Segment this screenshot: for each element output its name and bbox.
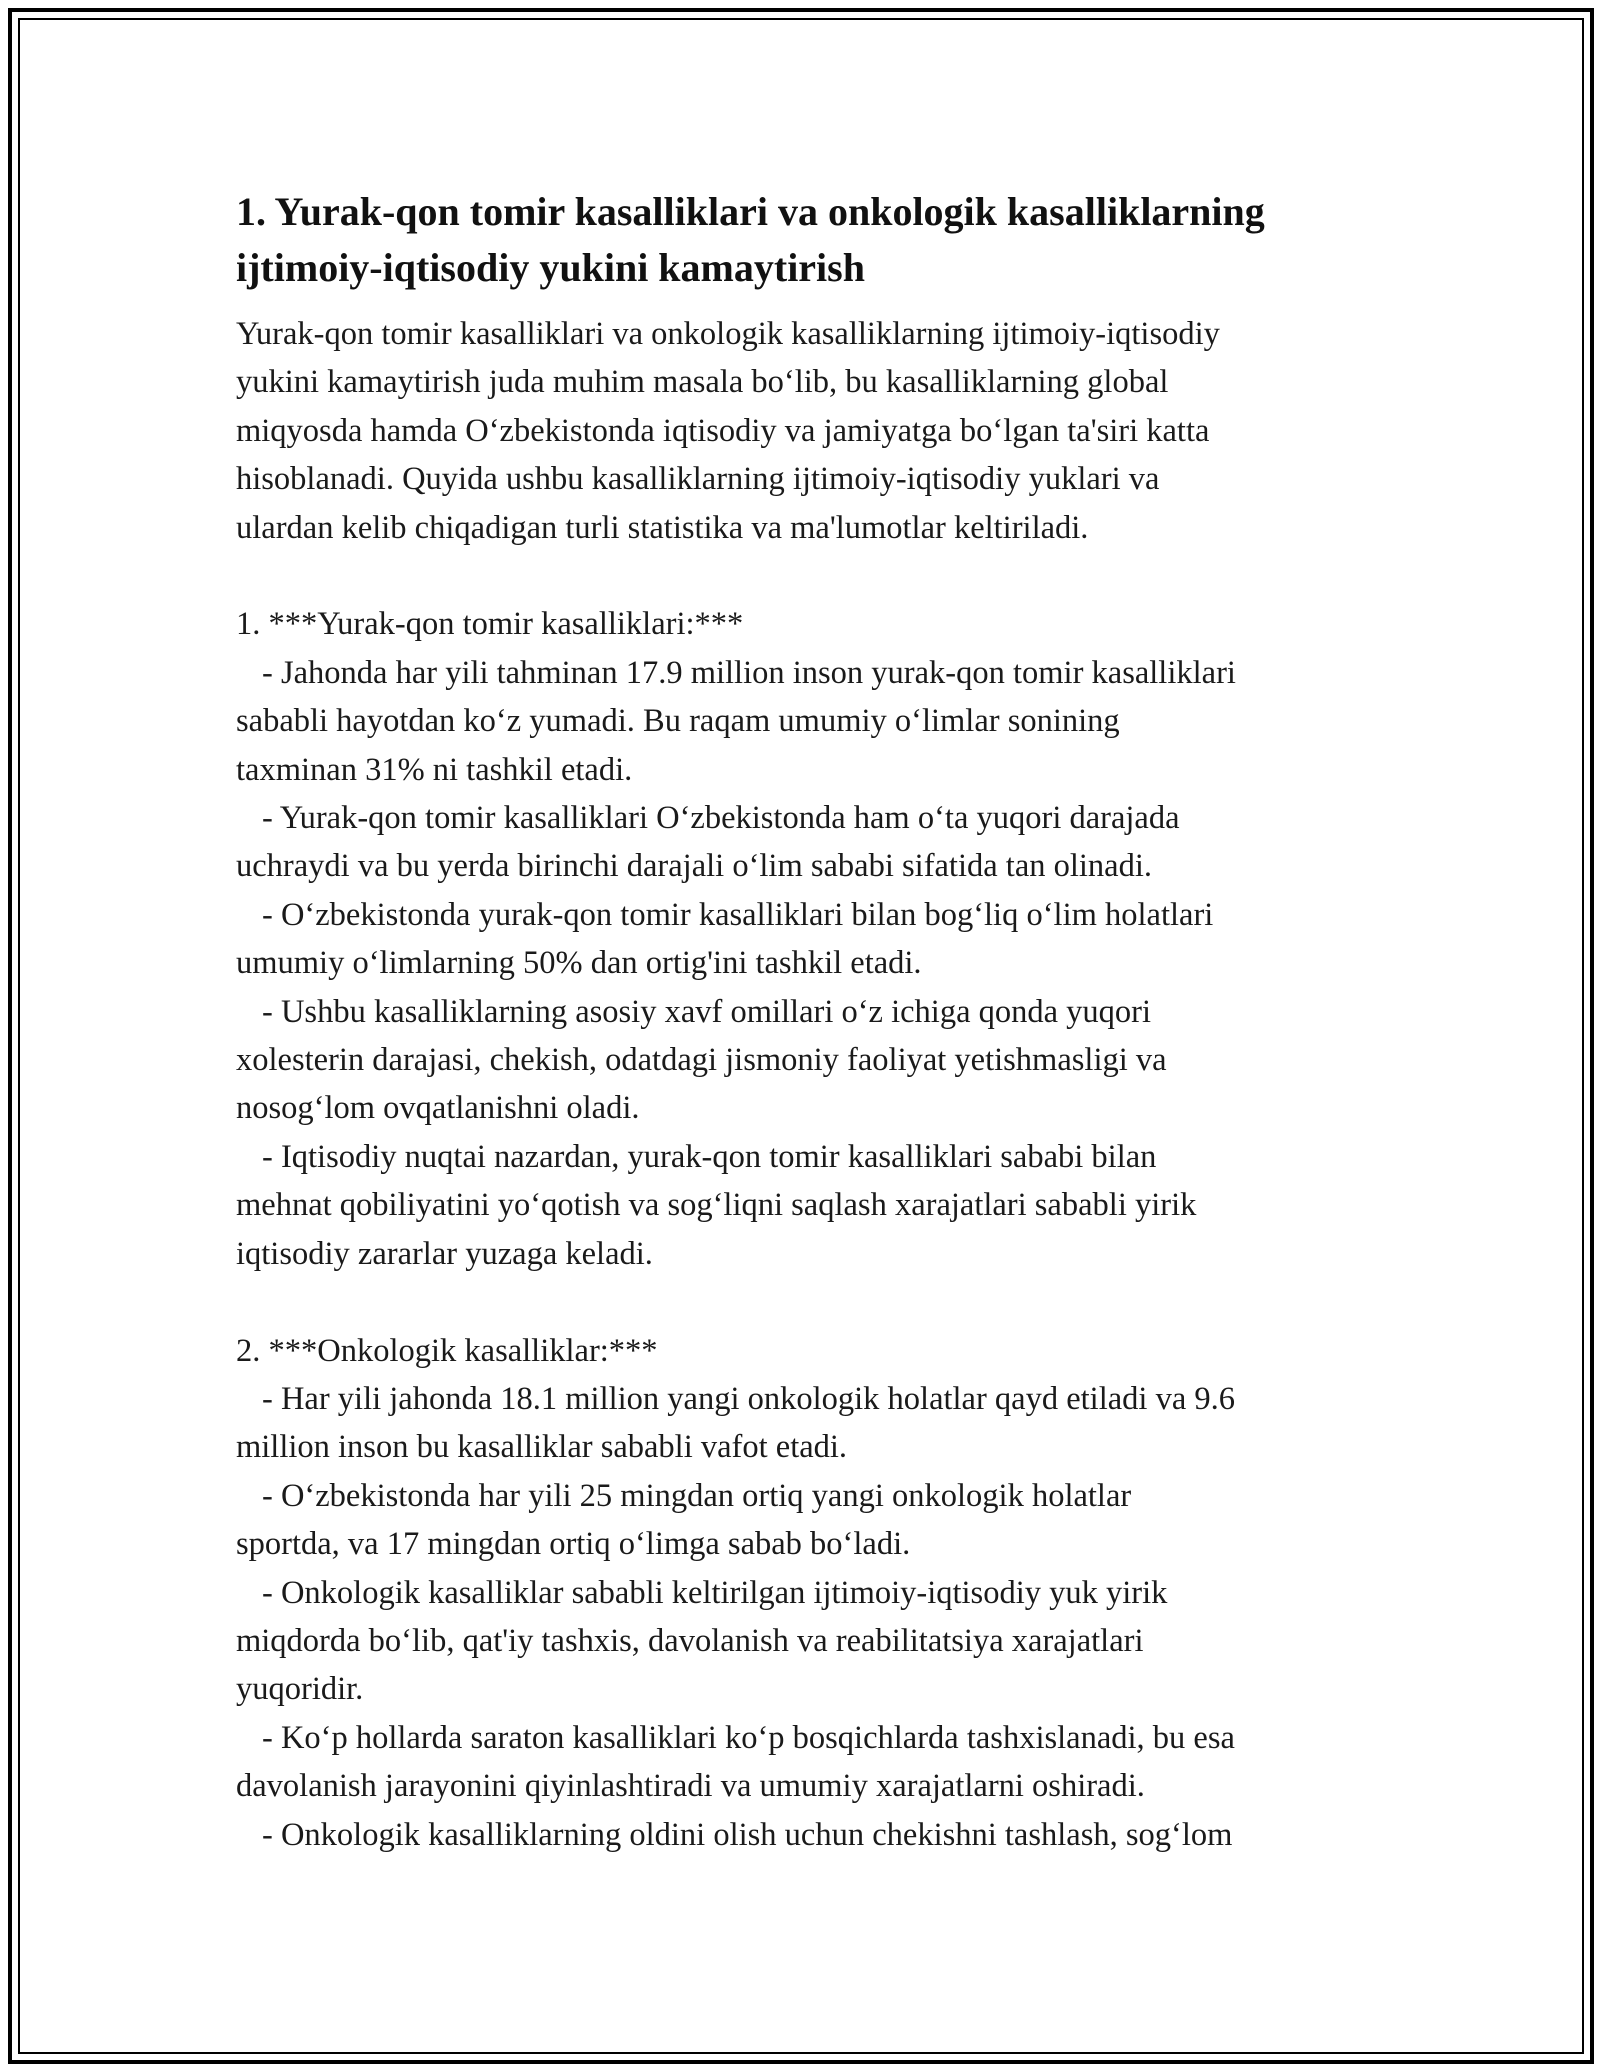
list-item: - O‘zbekistonda yurak-qon tomir kasalliklari bilan bog‘liq o‘lim holatlari umumiy o‘limlarning 50% dan ortig'ini tashkil etadi. <box>236 896 1214 982</box>
list-item: - Iqtisodiy nuqtai nazardan, yurak-qon tomir kasalliklari sababi bilan mehnat qobiliyatini yo‘qotish va sog‘liqni saqlash xarajatlari sababli yirik iqtisodiy zararlar yuzaga keladi. <box>236 1138 1197 1272</box>
section-cardiovascular <box>236 600 1376 1278</box>
list-item: - Yurak-qon tomir kasalliklari O‘zbekistonda ham o‘ta yuqori darajada uchraydi va bu yerda birinchi darajali o‘lim sababi sifatida tan olinadi. <box>236 800 1180 885</box>
section-title: 1. ***Yurak-qon tomir kasalliklari:*** <box>236 606 744 643</box>
section-title: 2. ***Onkologik kasalliklar:*** <box>236 1332 658 1369</box>
section-heading <box>236 184 1376 296</box>
list-item: - Onkologik kasalliklar sababli keltirilgan ijtimoiy-iqtisodiy yuk yirik miqdorda bo‘lib, qat'iy tashxis, davolanish va reabilitatsiya xarajatlari yuqoridir. <box>236 1574 1168 1708</box>
list-item: - Har yili jahonda 18.1 million yangi onkologik holatlar qayd etiladi va 9.6 million inson bu kasalliklar sababli vafot etadi. <box>236 1380 1236 1466</box>
paragraph-gap <box>236 1278 1376 1326</box>
heading-line-1: 1. Yurak-qon tomir kasalliklari va onkologik kasalliklarning <box>236 189 1265 234</box>
list-item: - O‘zbekistonda har yili 25 mingdan ortiq yangi onkologik holatlar sportda, va 17 mingdan ortiq o‘limga sabab bo‘ladi. <box>236 1477 1132 1563</box>
list-item: - Ushbu kasalliklarning asosiy xavf omillari o‘z ichiga qonda yuqori xolesterin darajasi, chekish, odatdagi jismoniy faoliyat yetishmasligi va nosog‘lom ovqatlanishni oladi. <box>236 993 1167 1127</box>
intro-paragraph: Yurak-qon tomir kasalliklari va onkologik kasalliklarning ijtimoiy-iqtisodiy yukini kamaytirish juda muhim masala bo‘lib, bu kasalliklarning global miqyosda hamda O‘zbekistonda iqtisodiy va jamiyatga bo‘lgan ta'siri katta hisoblanadi. Quyida ushbu kasalliklarning ijtimoiy-iqtisodiy yuklari va ulardan kelib chiqadigan turli statistika va ma'lumotlar keltiriladi. <box>236 316 1220 546</box>
paragraph-gap <box>236 552 1376 600</box>
document-body <box>236 184 1376 1859</box>
list-item: - Onkologik kasalliklarning oldini olish uchun chekishni tashlash, sog‘lom <box>262 1816 1233 1853</box>
list-item: - Jahonda har yili tahminan 17.9 million inson yurak-qon tomir kasalliklari sababli hayotdan ko‘z yumadi. Bu raqam umumiy o‘limlar sonining taxminan 31% ni tashkil etadi. <box>236 654 1236 788</box>
list-item: - Ko‘p hollarda saraton kasalliklari ko‘p bosqichlarda tashxislanadi, bu esa davolanish jarayonini qiyinlashtiradi va umumiy xarajatlarni oshiradi. <box>236 1719 1235 1805</box>
heading-line-2: ijtimoiy-iqtisodiy yukini kamaytirish <box>236 245 865 290</box>
section-oncology <box>236 1327 1376 1859</box>
